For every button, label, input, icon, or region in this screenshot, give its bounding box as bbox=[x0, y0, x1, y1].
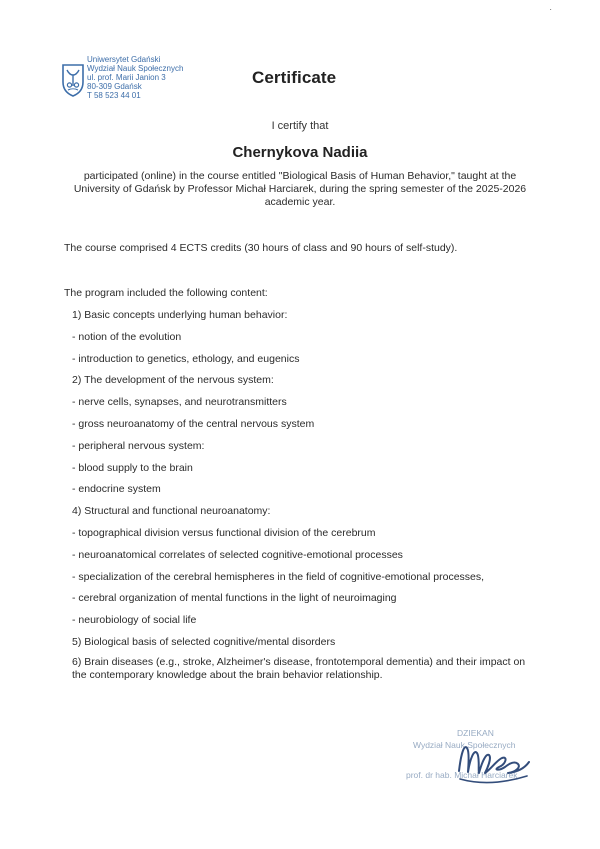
list-item: 1) Basic concepts underlying human behavior: bbox=[72, 309, 288, 321]
recipient-name: Chernykova Nadiia bbox=[232, 144, 368, 161]
street-address: ul. prof. Marii Janion 3 bbox=[87, 73, 166, 82]
letterhead-address bbox=[87, 55, 183, 100]
list-item: - endocrine system bbox=[72, 483, 161, 496]
list-item: 4) Structural and functional neuroanatomy: bbox=[72, 505, 271, 518]
list-item: - topographical division versus functional division of the cerebrum bbox=[72, 526, 376, 539]
program-intro: The program included the following content: bbox=[64, 287, 268, 299]
postal-city: 80-309 Gdańsk bbox=[87, 82, 142, 91]
list-item: - blood supply to the brain bbox=[72, 461, 193, 474]
list-item: - notion of the evolution bbox=[72, 330, 182, 343]
list-item: - cerebral organization of mental functions in the light of neuroimaging bbox=[72, 592, 397, 605]
certify-text: I certify that bbox=[271, 120, 329, 132]
list-item: - gross neuroanatomy of the central nervous system bbox=[72, 417, 315, 430]
stamp-title: DZIEKAN bbox=[457, 728, 494, 738]
dean-stamp bbox=[395, 728, 555, 800]
university-logo-icon bbox=[61, 63, 85, 97]
list-item: - introduction to genetics, ethology, and eugenics bbox=[72, 352, 300, 365]
list-item: - specialization of the cerebral hemispheres in the field of cognitive-emotional processes, bbox=[72, 570, 485, 583]
credits-paragraph: The course comprised 4 ECTS credits (30 hours of class and 90 hours of self-study). bbox=[64, 242, 458, 254]
list-item: - peripheral nervous system: bbox=[72, 439, 205, 452]
list-item: - neuroanatomical correlates of selected cognitive-emotional processes bbox=[72, 548, 403, 561]
list-item: 6) Brain diseases (e.g., stroke, Alzheimer's disease, frontotemporal dementia) and their impact on the contemporary knowledge about the brain behavior relationship. bbox=[72, 655, 526, 681]
faculty-name: Wydział Nauk Społecznych bbox=[87, 64, 184, 73]
phone-number: T 58 523 44 01 bbox=[87, 91, 141, 100]
program-content-list bbox=[72, 307, 542, 682]
corner-mark: · bbox=[549, 5, 552, 14]
list-item: - neurobiology of social life bbox=[72, 614, 197, 627]
certificate-title: Certificate bbox=[252, 68, 337, 87]
list-item: 5) Biological basis of selected cognitive/mental disorders bbox=[72, 635, 336, 648]
stamp-signatory: prof. dr hab. Michał Harciarek bbox=[406, 770, 518, 780]
list-item: 2) The development of the nervous system: bbox=[72, 374, 274, 387]
list-item: - nerve cells, synapses, and neurotransmitters bbox=[72, 396, 287, 409]
university-name: Uniwersytet Gdański bbox=[87, 55, 161, 64]
letterhead bbox=[61, 55, 241, 117]
signature bbox=[451, 736, 535, 788]
stamp-department: Wydział Nauk Społecznych bbox=[413, 740, 516, 750]
participation-paragraph: participated (online) in the course entitled "Biological Basis of Human Behavior," taught at the University of Gdańsk by Professor Michał Harciarek, during the spring semester of the 2025-2026 academic year. bbox=[73, 170, 527, 208]
